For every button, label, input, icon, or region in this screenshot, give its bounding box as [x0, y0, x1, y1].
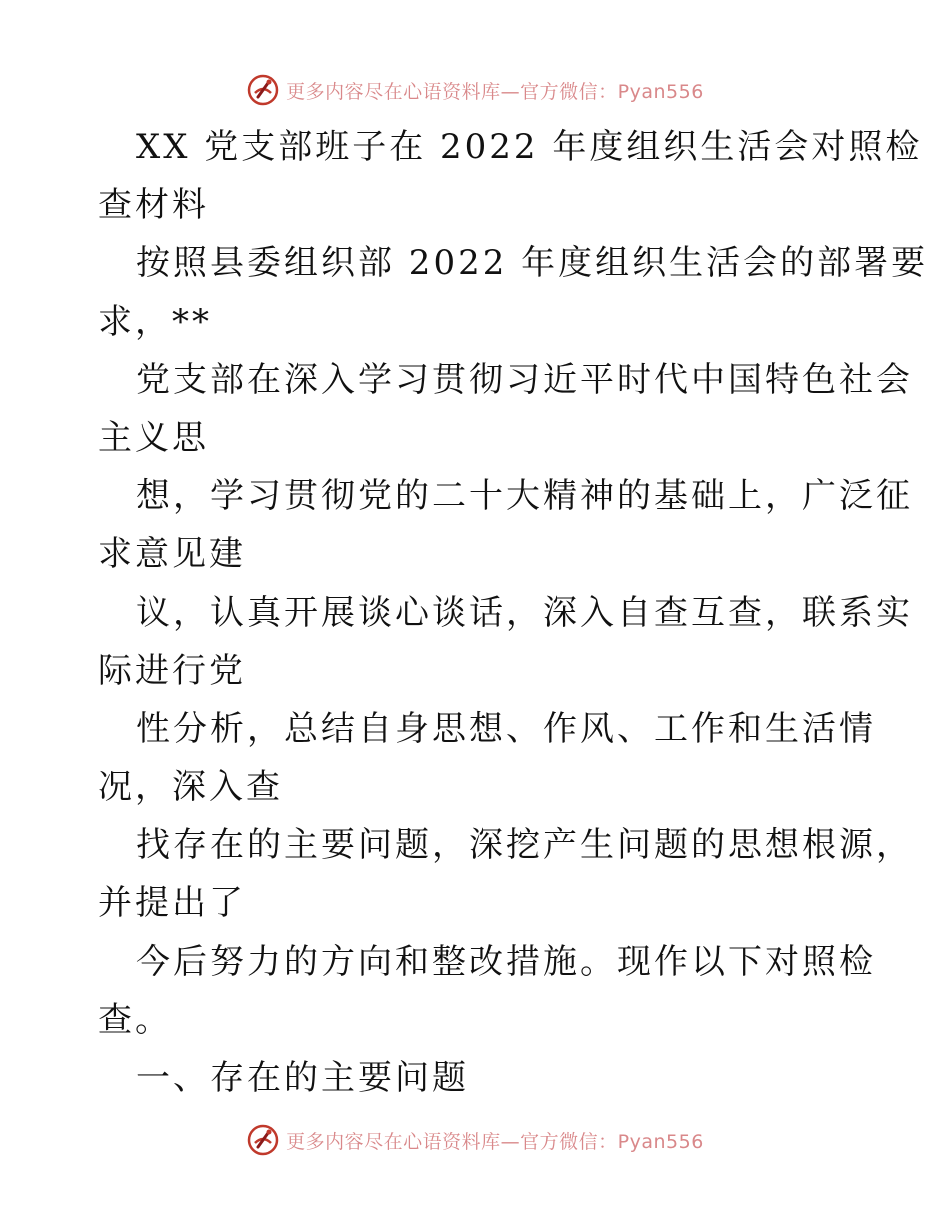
text-line: 际进行党: [98, 650, 246, 691]
text-line: 找存在的主要问题，深挖产生问题的思想根源，: [136, 825, 913, 866]
text-line: 求意见建: [98, 534, 246, 575]
text-line: 性分析，总结自身思想、作风、工作和生活情: [136, 708, 876, 749]
document-body: [98, 118, 929, 1107]
text-line: 况，深入查: [98, 767, 283, 808]
text-line: 求，**: [98, 301, 212, 342]
watermark-text: 更多内容尽在心语资料库—官方微信：Pyan556: [286, 1130, 704, 1153]
text-line: XX 党支部班子在 2022 年度组织生活会对照检: [136, 127, 923, 167]
text-line: 查材料: [98, 185, 209, 226]
text-line: 今后努力的方向和整改措施。现作以下对照检: [136, 941, 876, 982]
book-logo-icon: [246, 1123, 280, 1157]
text-line: 想，学习贯彻党的二十大精神的基础上，广泛征: [136, 476, 913, 517]
text-line: 并提出了: [98, 883, 246, 924]
watermark-text: 更多内容尽在心语资料库—官方微信：Pyan556: [286, 80, 704, 103]
text-line: 党支部在深入学习贯彻习近平时代中国特色社会: [136, 359, 913, 400]
watermark-header: [0, 70, 950, 110]
text-line: 查。: [98, 999, 172, 1040]
text-line: 主义思: [98, 417, 209, 458]
text-line: 按照县委组织部 2022 年度组织生活会的部署要: [136, 243, 929, 284]
text-line: 一、存在的主要问题: [136, 1058, 469, 1098]
book-logo-icon: [246, 73, 280, 107]
text-line: 议，认真开展谈心谈话，深入自查互查，联系实: [136, 592, 913, 633]
watermark-footer: [0, 1120, 950, 1160]
